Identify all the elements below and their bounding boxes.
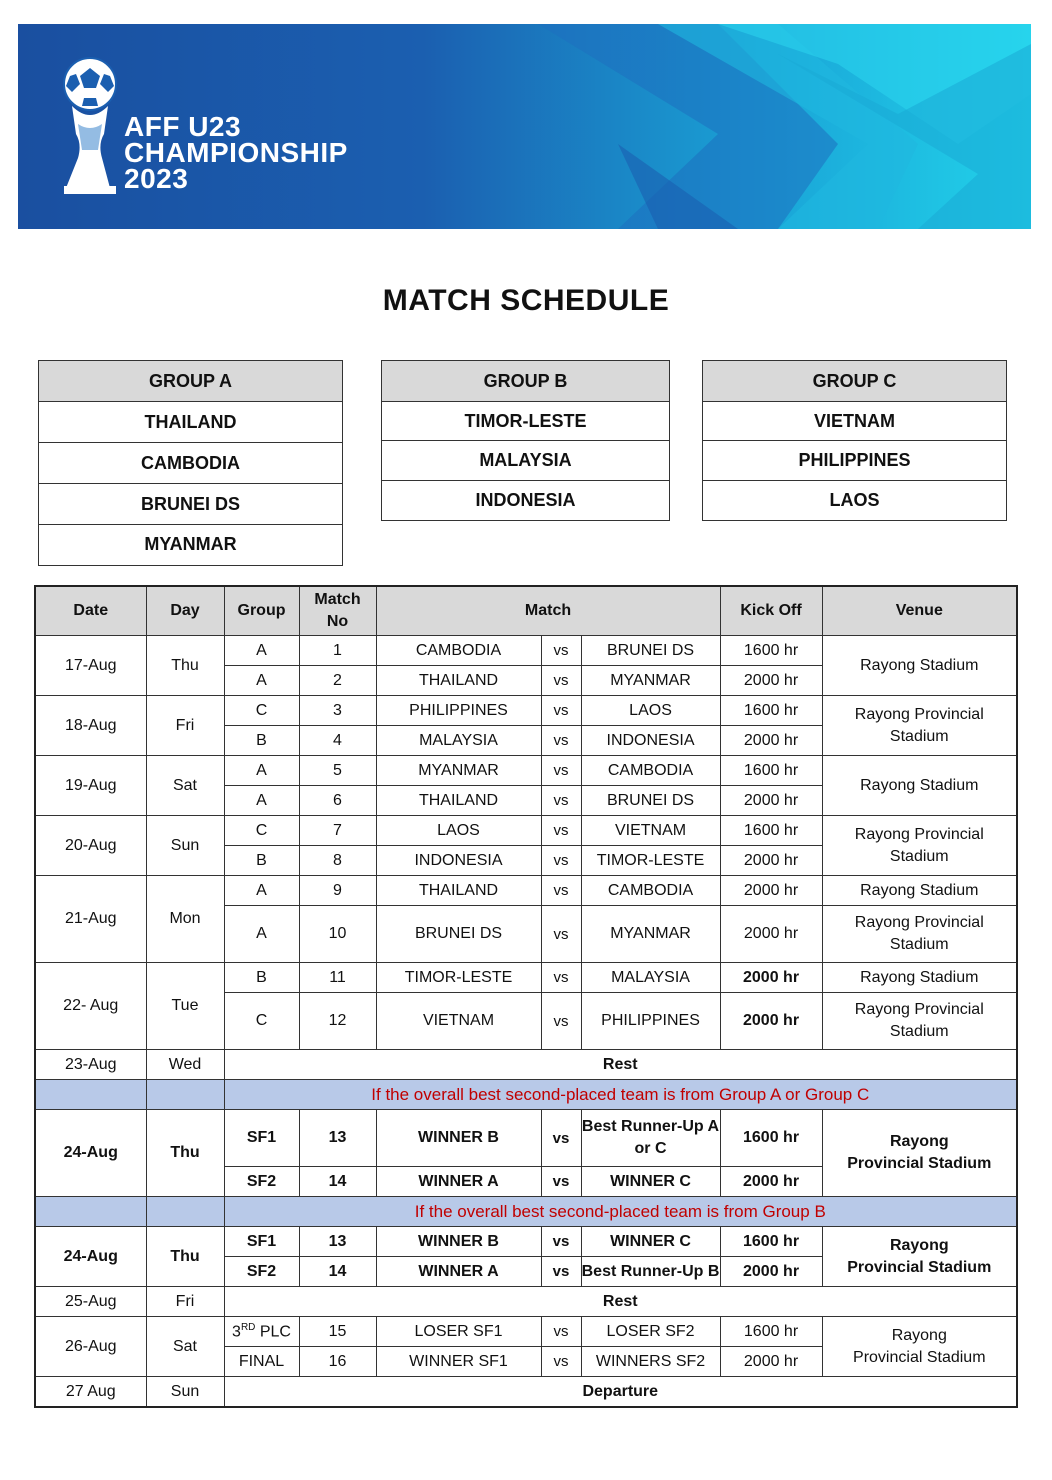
cell-empty (35, 1080, 146, 1110)
cell-date: 23-Aug (35, 1050, 146, 1080)
cell-vs: vs (541, 1167, 581, 1197)
cell-day: Sat (146, 1317, 224, 1377)
cell-group: A (224, 636, 299, 666)
cell-venue (822, 906, 1017, 963)
venue-line: Rayong Provincial (854, 914, 984, 931)
cell-kickoff: 1600 hr (720, 816, 822, 846)
table-row (35, 876, 1017, 906)
cell-home-team: MYANMAR (376, 756, 541, 786)
cell-vs: vs (541, 1317, 581, 1347)
cell-group: C (224, 816, 299, 846)
cell-day: Sat (146, 756, 224, 816)
table-row (35, 963, 1017, 993)
cell-group: A (224, 876, 299, 906)
cell-venue: Rayong Stadium (822, 963, 1017, 993)
cell-home-team: CAMBODIA (376, 636, 541, 666)
group-team: THAILAND (39, 402, 342, 443)
cell-venue (822, 1227, 1017, 1287)
cell-match-no: 5 (299, 756, 376, 786)
col-header-match-no-line2: No (326, 613, 349, 630)
venue-line: Stadium (889, 936, 949, 953)
cell-kickoff: 1600 hr (720, 1227, 822, 1257)
cell-home-team: VIETNAM (376, 993, 541, 1050)
cell-away-team (581, 1110, 720, 1167)
cell-vs: vs (541, 666, 581, 696)
cell-vs: vs (541, 816, 581, 846)
away-team-line: Best Runner-Up A (581, 1118, 720, 1135)
table-note-row (35, 1197, 1017, 1227)
cell-home-team: WINNER A (376, 1257, 541, 1287)
cell-away-team: LAOS (581, 696, 720, 726)
cell-away-team: INDONESIA (581, 726, 720, 756)
venue-line: Provincial Stadium (847, 1258, 992, 1276)
cell-venue: Rayong Stadium (822, 876, 1017, 906)
cell-away-team: PHILIPPINES (581, 993, 720, 1050)
cell-home-team: THAILAND (376, 666, 541, 696)
cell-vs: vs (541, 993, 581, 1050)
cell-away-team: MYANMAR (581, 906, 720, 963)
cell-away-team: BRUNEI DS (581, 636, 720, 666)
cell-home-team: PHILIPPINES (376, 696, 541, 726)
col-header-group: Group (224, 586, 299, 636)
cell-home-team: LAOS (376, 816, 541, 846)
cell-home-team: WINNER A (376, 1167, 541, 1197)
cell-day: Thu (146, 1227, 224, 1287)
away-team-line: or C (634, 1140, 667, 1157)
cell-group: B (224, 963, 299, 993)
cell-match-no: 16 (299, 1347, 376, 1377)
cell-match-no: 8 (299, 846, 376, 876)
venue-line: Rayong Provincial (854, 705, 984, 723)
cell-group: A (224, 906, 299, 963)
cell-kickoff: 2000 hr (720, 906, 822, 963)
cell-kickoff: 2000 hr (720, 1347, 822, 1377)
venue-line: Rayong (889, 1133, 949, 1150)
cell-vs: vs (541, 696, 581, 726)
cell-match-no: 11 (299, 963, 376, 993)
cell-day: Sun (146, 1377, 224, 1408)
group-team: VIETNAM (703, 402, 1006, 441)
venue-line: Stadium (889, 847, 949, 865)
cell-kickoff: 2000 hr (720, 786, 822, 816)
banner-title (124, 111, 348, 194)
table-row (35, 696, 1017, 726)
cell-venue (822, 993, 1017, 1050)
cell-vs: vs (541, 1257, 581, 1287)
cell-kickoff: 2000 hr (720, 846, 822, 876)
cell-group: SF1 (224, 1110, 299, 1167)
cell-vs: vs (541, 876, 581, 906)
venue-line: Rayong Provincial (854, 1001, 984, 1018)
cell-match-no: 1 (299, 636, 376, 666)
cell-kickoff: 1600 hr (720, 1110, 822, 1167)
cell-empty (146, 1080, 224, 1110)
cell-match-no: 14 (299, 1257, 376, 1287)
cell-group: A (224, 756, 299, 786)
cell-day: Sun (146, 816, 224, 876)
venue-line: Rayong Provincial (854, 825, 984, 843)
cell-away-team: CAMBODIA (581, 876, 720, 906)
cell-group: A (224, 786, 299, 816)
venue-line: Stadium (889, 727, 949, 745)
group-team: BRUNEI DS (39, 484, 342, 525)
cell-kickoff: 1600 hr (720, 696, 822, 726)
cell-home-team: WINNER SF1 (376, 1347, 541, 1377)
cell-vs: vs (541, 756, 581, 786)
group-header: GROUP B (382, 361, 669, 402)
col-header-match: Match (376, 586, 720, 636)
table-row (35, 1227, 1017, 1257)
match-schedule-table (34, 585, 1018, 1408)
trophy-logo-icon (58, 54, 124, 196)
table-row (35, 1050, 1017, 1080)
cell-vs: vs (541, 1227, 581, 1257)
table-row (35, 756, 1017, 786)
cell-note: If the overall best second-placed team is from Group B (224, 1197, 1017, 1227)
venue-line: Stadium (889, 1023, 949, 1040)
cell-home-team: MALAYSIA (376, 726, 541, 756)
cell-vs: vs (541, 1110, 581, 1167)
banner-title-line: 2023 (124, 163, 189, 194)
cell-match-no: 12 (299, 993, 376, 1050)
cell-away-team: VIETNAM (581, 816, 720, 846)
cell-rest: Rest (224, 1050, 1017, 1080)
venue-line: Provincial Stadium (853, 1348, 986, 1366)
group-header: GROUP A (39, 361, 342, 402)
group-a-box (38, 360, 343, 566)
group-ordinal-number: 3 (232, 1323, 241, 1341)
cell-away-team: CAMBODIA (581, 756, 720, 786)
cell-match-no: 6 (299, 786, 376, 816)
table-row (35, 1377, 1017, 1408)
table-row (35, 1287, 1017, 1317)
cell-home-team: WINNER B (376, 1110, 541, 1167)
cell-vs: vs (541, 786, 581, 816)
cell-away-team: Best Runner-Up B (581, 1257, 720, 1287)
cell-away-team: MALAYSIA (581, 963, 720, 993)
col-header-date: Date (35, 586, 146, 636)
cell-kickoff: 2000 hr (720, 963, 822, 993)
cell-away-team: TIMOR-LESTE (581, 846, 720, 876)
cell-vs: vs (541, 846, 581, 876)
cell-departure: Departure (224, 1377, 1017, 1408)
cell-date: 21-Aug (35, 876, 146, 963)
cell-match-no: 4 (299, 726, 376, 756)
cell-rest: Rest (224, 1287, 1017, 1317)
group-header: GROUP C (703, 361, 1006, 402)
cell-group: SF2 (224, 1257, 299, 1287)
cell-group (224, 1317, 299, 1347)
cell-date: 20-Aug (35, 816, 146, 876)
cell-empty (146, 1197, 224, 1227)
cell-group: C (224, 696, 299, 726)
table-row (35, 1317, 1017, 1347)
table-row (35, 636, 1017, 666)
cell-vs: vs (541, 963, 581, 993)
col-header-match-no-line1: Match (314, 591, 361, 608)
cell-kickoff: 2000 hr (720, 726, 822, 756)
cell-match-no: 13 (299, 1110, 376, 1167)
cell-venue (822, 696, 1017, 756)
cell-vs: vs (541, 1347, 581, 1377)
cell-home-team: LOSER SF1 (376, 1317, 541, 1347)
cell-date: 24-Aug (35, 1110, 146, 1197)
cell-note: If the overall best second-placed team is from Group A or Group C (224, 1080, 1017, 1110)
cell-date: 25-Aug (35, 1287, 146, 1317)
cell-day: Mon (146, 876, 224, 963)
group-b-box (381, 360, 670, 521)
group-team: INDONESIA (475, 489, 576, 510)
cell-date: 24-Aug (35, 1227, 146, 1287)
cell-away-team: WINNER C (581, 1167, 720, 1197)
header-banner (18, 24, 1031, 229)
cell-home-team: INDONESIA (376, 846, 541, 876)
group-team: PHILIPPINES (703, 441, 1006, 481)
cell-match-no: 14 (299, 1167, 376, 1197)
cell-group: B (224, 726, 299, 756)
cell-group: C (224, 993, 299, 1050)
venue-line: Rayong (889, 1236, 949, 1254)
cell-day: Thu (146, 636, 224, 696)
cell-away-team: WINNERS SF2 (581, 1347, 720, 1377)
group-ordinal-suffix: RD (240, 1321, 256, 1333)
cell-vs: vs (541, 636, 581, 666)
cell-day: Wed (146, 1050, 224, 1080)
cell-group: B (224, 846, 299, 876)
cell-date: 19-Aug (35, 756, 146, 816)
cell-day: Fri (146, 696, 224, 756)
cell-group: FINAL (224, 1347, 299, 1377)
cell-date: 17-Aug (35, 636, 146, 696)
cell-date: 22- Aug (35, 963, 146, 1050)
table-row (35, 816, 1017, 846)
cell-kickoff: 1600 hr (720, 636, 822, 666)
cell-vs: vs (541, 906, 581, 963)
cell-match-no: 3 (299, 696, 376, 726)
table-header-row (35, 586, 1017, 636)
cell-kickoff: 1600 hr (720, 1317, 822, 1347)
col-header-venue: Venue (822, 586, 1017, 636)
col-header-match-no (299, 586, 376, 636)
cell-away-team: LOSER SF2 (581, 1317, 720, 1347)
cell-match-no: 9 (299, 876, 376, 906)
cell-kickoff: 2000 hr (720, 876, 822, 906)
cell-empty (35, 1197, 146, 1227)
group-team: MYANMAR (144, 533, 237, 554)
cell-venue: Rayong Stadium (822, 756, 1017, 816)
cell-venue (822, 1110, 1017, 1197)
group-ordinal-rest: PLC (255, 1323, 291, 1341)
cell-home-team: THAILAND (376, 786, 541, 816)
cell-match-no: 2 (299, 666, 376, 696)
cell-match-no: 10 (299, 906, 376, 963)
cell-vs: vs (541, 726, 581, 756)
cell-home-team: THAILAND (376, 876, 541, 906)
cell-match-no: 15 (299, 1317, 376, 1347)
cell-away-team: BRUNEI DS (581, 786, 720, 816)
cell-group: SF1 (224, 1227, 299, 1257)
cell-group: SF2 (224, 1167, 299, 1197)
cell-group: A (224, 666, 299, 696)
cell-away-team: WINNER C (581, 1227, 720, 1257)
col-header-kickoff: Kick Off (720, 586, 822, 636)
cell-venue: Rayong Stadium (822, 636, 1017, 696)
col-header-day: Day (146, 586, 224, 636)
cell-day: Fri (146, 1287, 224, 1317)
cell-date: 27 Aug (35, 1377, 146, 1408)
group-team: CAMBODIA (39, 443, 342, 484)
cell-kickoff: 2000 hr (720, 993, 822, 1050)
cell-date: 26-Aug (35, 1317, 146, 1377)
cell-kickoff: 2000 hr (720, 666, 822, 696)
table-row (35, 1110, 1017, 1167)
cell-venue (822, 1317, 1017, 1377)
cell-match-no: 7 (299, 816, 376, 846)
venue-line: Rayong (891, 1326, 947, 1344)
cell-day: Thu (146, 1110, 224, 1197)
cell-match-no: 13 (299, 1227, 376, 1257)
banner-title-line: CHAMPIONSHIP (124, 137, 348, 168)
cell-away-team: MYANMAR (581, 666, 720, 696)
cell-kickoff: 2000 hr (720, 1167, 822, 1197)
venue-line: Provincial Stadium (847, 1155, 992, 1172)
banner-title-line: AFF U23 (124, 111, 242, 142)
cell-venue (822, 816, 1017, 876)
group-team: MALAYSIA (382, 441, 669, 481)
cell-home-team: BRUNEI DS (376, 906, 541, 963)
group-team: TIMOR-LESTE (382, 402, 669, 441)
group-c-box (702, 360, 1007, 521)
table-note-row (35, 1080, 1017, 1110)
cell-kickoff: 1600 hr (720, 756, 822, 786)
cell-date: 18-Aug (35, 696, 146, 756)
group-team: LAOS (829, 489, 880, 510)
cell-kickoff: 2000 hr (720, 1257, 822, 1287)
cell-home-team: WINNER B (376, 1227, 541, 1257)
page-title: MATCH SCHEDULE (382, 284, 670, 317)
cell-day: Tue (146, 963, 224, 1050)
cell-home-team: TIMOR-LESTE (376, 963, 541, 993)
